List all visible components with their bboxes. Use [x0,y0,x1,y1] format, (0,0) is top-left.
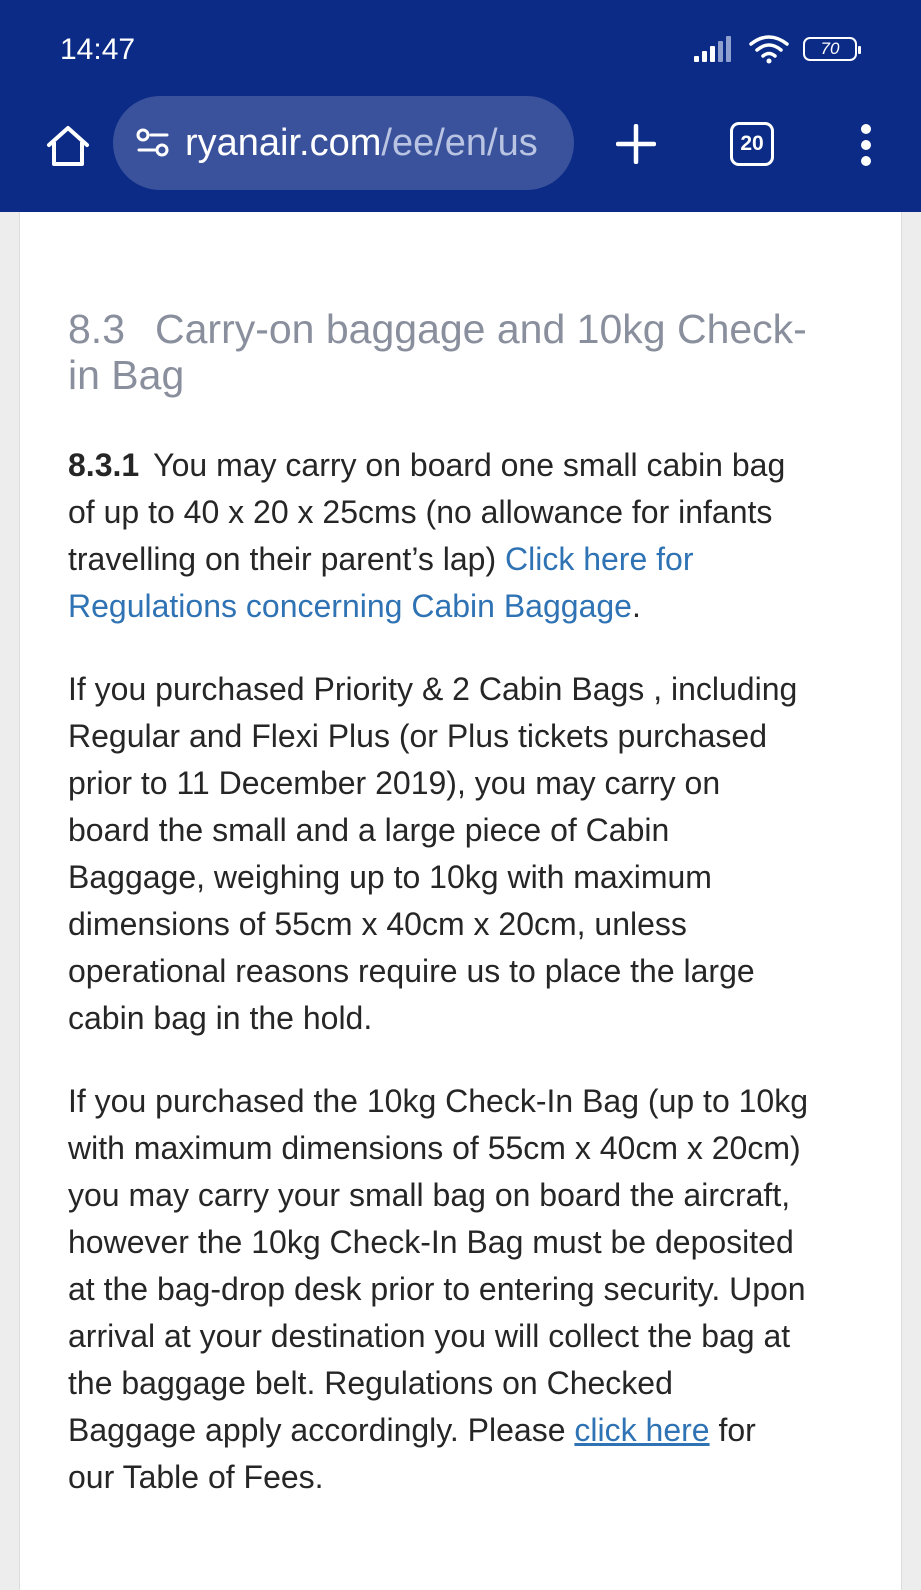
checkin-bag-text: If you purchased the 10kg Check-In Bag (up to 10kg with maximum dimensions of 55cm x 40cm x 20cm) you may carry your small bag on board the aircraft, however the 10kg Check-In Bag must be deposited at the bag-drop desk prior to entering security. Upon arrival at your destination you will collect the bag at the baggage belt. Regulations on Checked Baggage apply accordingly. Please [68,1083,809,1448]
section-heading [68,306,808,398]
url-bar[interactable] [113,96,574,190]
battery-icon: 70 [803,37,857,61]
url-host: ryanair.com [185,121,382,164]
tabs-icon[interactable]: 20 [730,122,774,166]
wifi-icon [749,34,789,64]
cabin-baggage-regulations-link[interactable]: Click here for Regulations concerning Cabin Baggage [68,541,694,624]
menu-button[interactable] [846,120,886,170]
table-of-fees-link[interactable]: click here [574,1412,710,1448]
clause-number: 8.3.1 [68,447,140,483]
tune-icon[interactable] [133,123,173,163]
checkin-bag-end: for our Table of Fees. [68,1412,756,1495]
clause-text: You may carry on board one small cabin bag of up to 40 x 20 x 25cms (no allowance for infants travelling on their parent’s lap) [68,447,786,577]
url-text[interactable] [185,122,538,165]
plus-icon [616,124,656,164]
home-icon [45,124,91,168]
more-vert-icon [859,123,873,167]
checkin-bag-paragraph [68,1078,808,1501]
status-time: 14:47 [60,33,136,66]
new-tab-button[interactable] [608,116,664,172]
home-button[interactable] [30,118,106,174]
signal-icon [693,36,735,62]
browser-top-bar [0,0,921,212]
section-title: Carry-on baggage and 10kg Check-in Bag [68,306,807,398]
article [68,306,808,1501]
priority-paragraph: If you purchased Priority & 2 Cabin Bags , including Regular and Flexi Plus (or Plus tickets purchased prior to 11 December 2019), you may carry on board the small and a large piece of Cabin Baggage, weighing up to 10kg with maximum dimensions of 55cm x 40cm x 20cm, unless operational reasons require us to place the large cabin bag in the hold. [68,671,798,1036]
clause-end: . [631,588,641,624]
url-path: /ee/en/us [381,121,538,164]
page-content [19,212,902,1590]
section-number: 8.3 [68,306,125,352]
status-icons [693,34,857,64]
clause-paragraph [68,442,808,630]
